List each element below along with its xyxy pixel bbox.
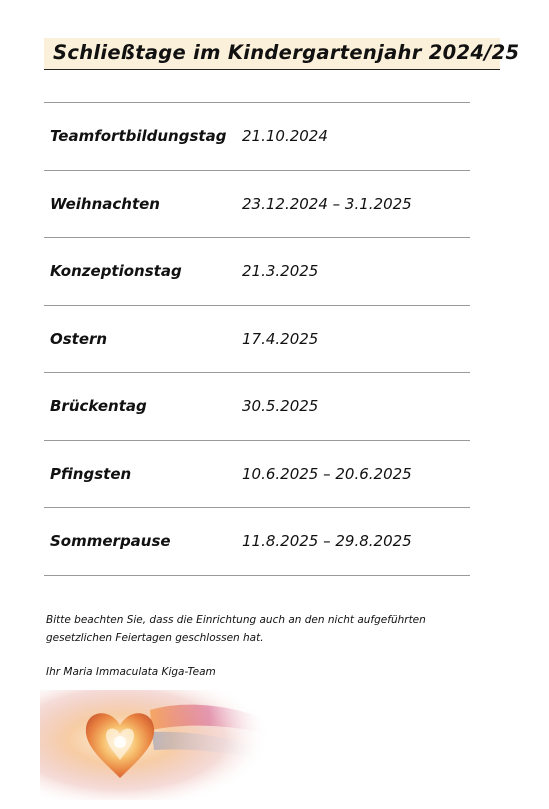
table-row: [44, 373, 470, 441]
closing-day-date: 21.10.2024: [242, 127, 328, 145]
closing-day-name: Sommerpause: [50, 532, 171, 550]
note-line: Bitte beachten Sie, dass die Einrichtung auch an den nicht aufgeführten: [46, 614, 426, 626]
title-bar: [44, 38, 520, 70]
closing-days-table: [44, 102, 470, 576]
closing-day-name: Brückentag: [50, 397, 147, 415]
table-row: [44, 103, 470, 171]
table-row: [44, 441, 470, 509]
closing-day-date: 10.6.2025 – 20.6.2025: [242, 464, 412, 483]
closing-day-date: 21.3.2025: [242, 262, 319, 280]
closing-day-name: Ostern: [50, 329, 108, 348]
closing-day-date: 23.12.2024 – 3.1.2025: [242, 194, 412, 213]
table-row: [44, 508, 470, 576]
closing-day-date: 11.8.2025 – 29.8.2025: [242, 532, 412, 550]
closing-day-name: Pfingsten: [50, 464, 132, 483]
heart-glow-logo-icon: [40, 690, 270, 800]
table-row: [44, 238, 470, 306]
closing-note: [46, 611, 486, 647]
closing-day-name: Teamfortbildungstag: [50, 127, 227, 145]
signature: Ihr Maria Immaculata Kiga-Team: [46, 666, 216, 678]
note-line: gesetzlichen Feiertagen geschlossen hat.: [46, 632, 264, 644]
closing-day-name: Konzeptionstag: [50, 262, 182, 280]
page-title: Schließtage im Kindergartenjahr 2024/25: [53, 41, 520, 64]
table-row: [44, 306, 470, 374]
closing-day-name: Weihnachten: [50, 194, 160, 213]
closing-day-date: 30.5.2025: [242, 397, 319, 415]
closing-day-date: 17.4.2025: [242, 329, 319, 348]
table-row: [44, 171, 470, 239]
